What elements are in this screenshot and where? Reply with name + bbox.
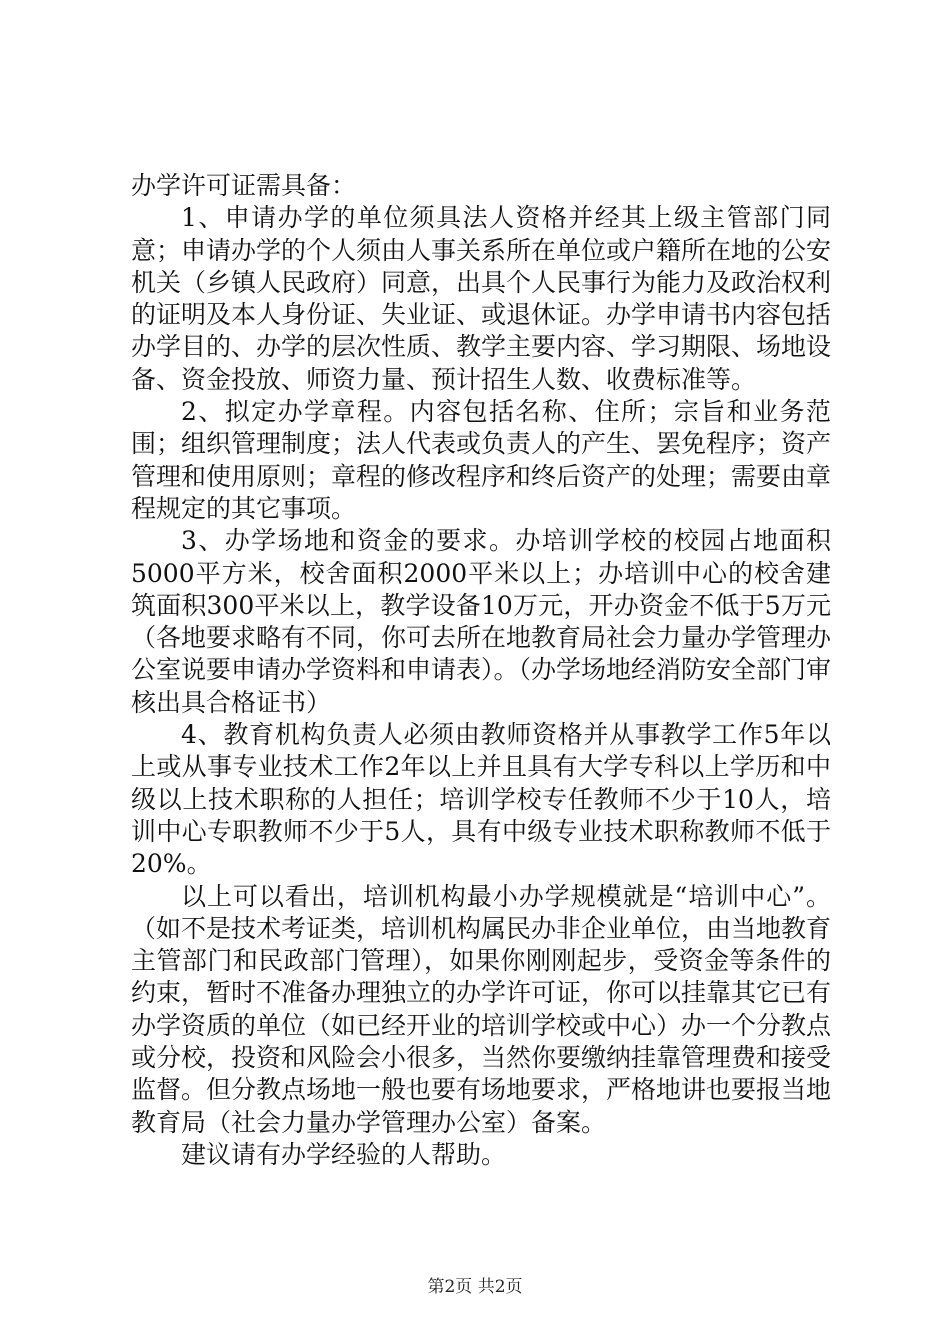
paragraph-2: 2、拟定办学章程。内容包括名称、住所；宗旨和业务范围；组织管理制度；法人代表或负责人的产生、罢免程序；资产管理和使用原则；章程的修改程序和终后资产的处理；需要由章程规定的其它事项。 xyxy=(131,397,832,523)
paragraph-3: 3、办学场地和资金的要求。办培训学校的校园占地面积5000平方米，校舍面积2000平米以上；办培训中心的校舍建筑面积300平米以上，教学设备10万元，开办资金不低于5万元（各地要求略有不同，你可去所在地教育局社会力量办学管理办公室说要申请办学资料和申请表）。（办学场地经消防安全部门审核出具合格证书） xyxy=(131,526,832,717)
document-heading: 办学许可证需具备： xyxy=(131,171,357,200)
paragraph-5: 以上可以看出，培训机构最小办学规模就是“培训中心”。（如不是技术考证类，培训机构属民办非企业单位，由当地教育主管部门和民政部门管理），如果你刚刚起步，受资金等条件的约束，暂时不准备办理独立的办学许可证，你可以挂靠其它已有办学资质的单位（如已经开业的培训学校或中心）办一个分教点或分校，投资和风险会小很多，当然你要缴纳挂靠管理费和接受监督。但分教点场地一般也要有场地要求，严格地讲也要报当地教育局（社会力量办学管理办公室）备案。 xyxy=(131,881,832,1137)
page-number-footer: 第2页 共2页 xyxy=(427,1277,523,1297)
paragraph-4: 4、教育机构负责人必须由教师资格并从事教学工作5年以上或从事专业技术工作2年以上并且具有大学专科以上学历和中级以上技术职称的人担任；培训学校专任教师不少于10人，培训中心专职教师不少于5人，具有中级专业技术职称教师不低于20%。 xyxy=(131,720,831,879)
paragraph-6: 建议请有办学经验的人帮助。 xyxy=(181,1139,507,1169)
document-body xyxy=(131,170,831,1171)
paragraph-1: 1、申请办学的单位须具法人资格并经其上级主管部门同意；申请办学的个人须由人事关系所在单位或户籍所在地的公安机关（乡镇人民政府）同意，出具个人民事行为能力及政治权利的证明及本人身份证、失业证、或退休证。办学申请书内容包括办学目的、办学的层次性质、教学主要内容、学习期限、场地设备、资金投放、师资力量、预计招生人数、收费标准等。 xyxy=(131,203,832,394)
